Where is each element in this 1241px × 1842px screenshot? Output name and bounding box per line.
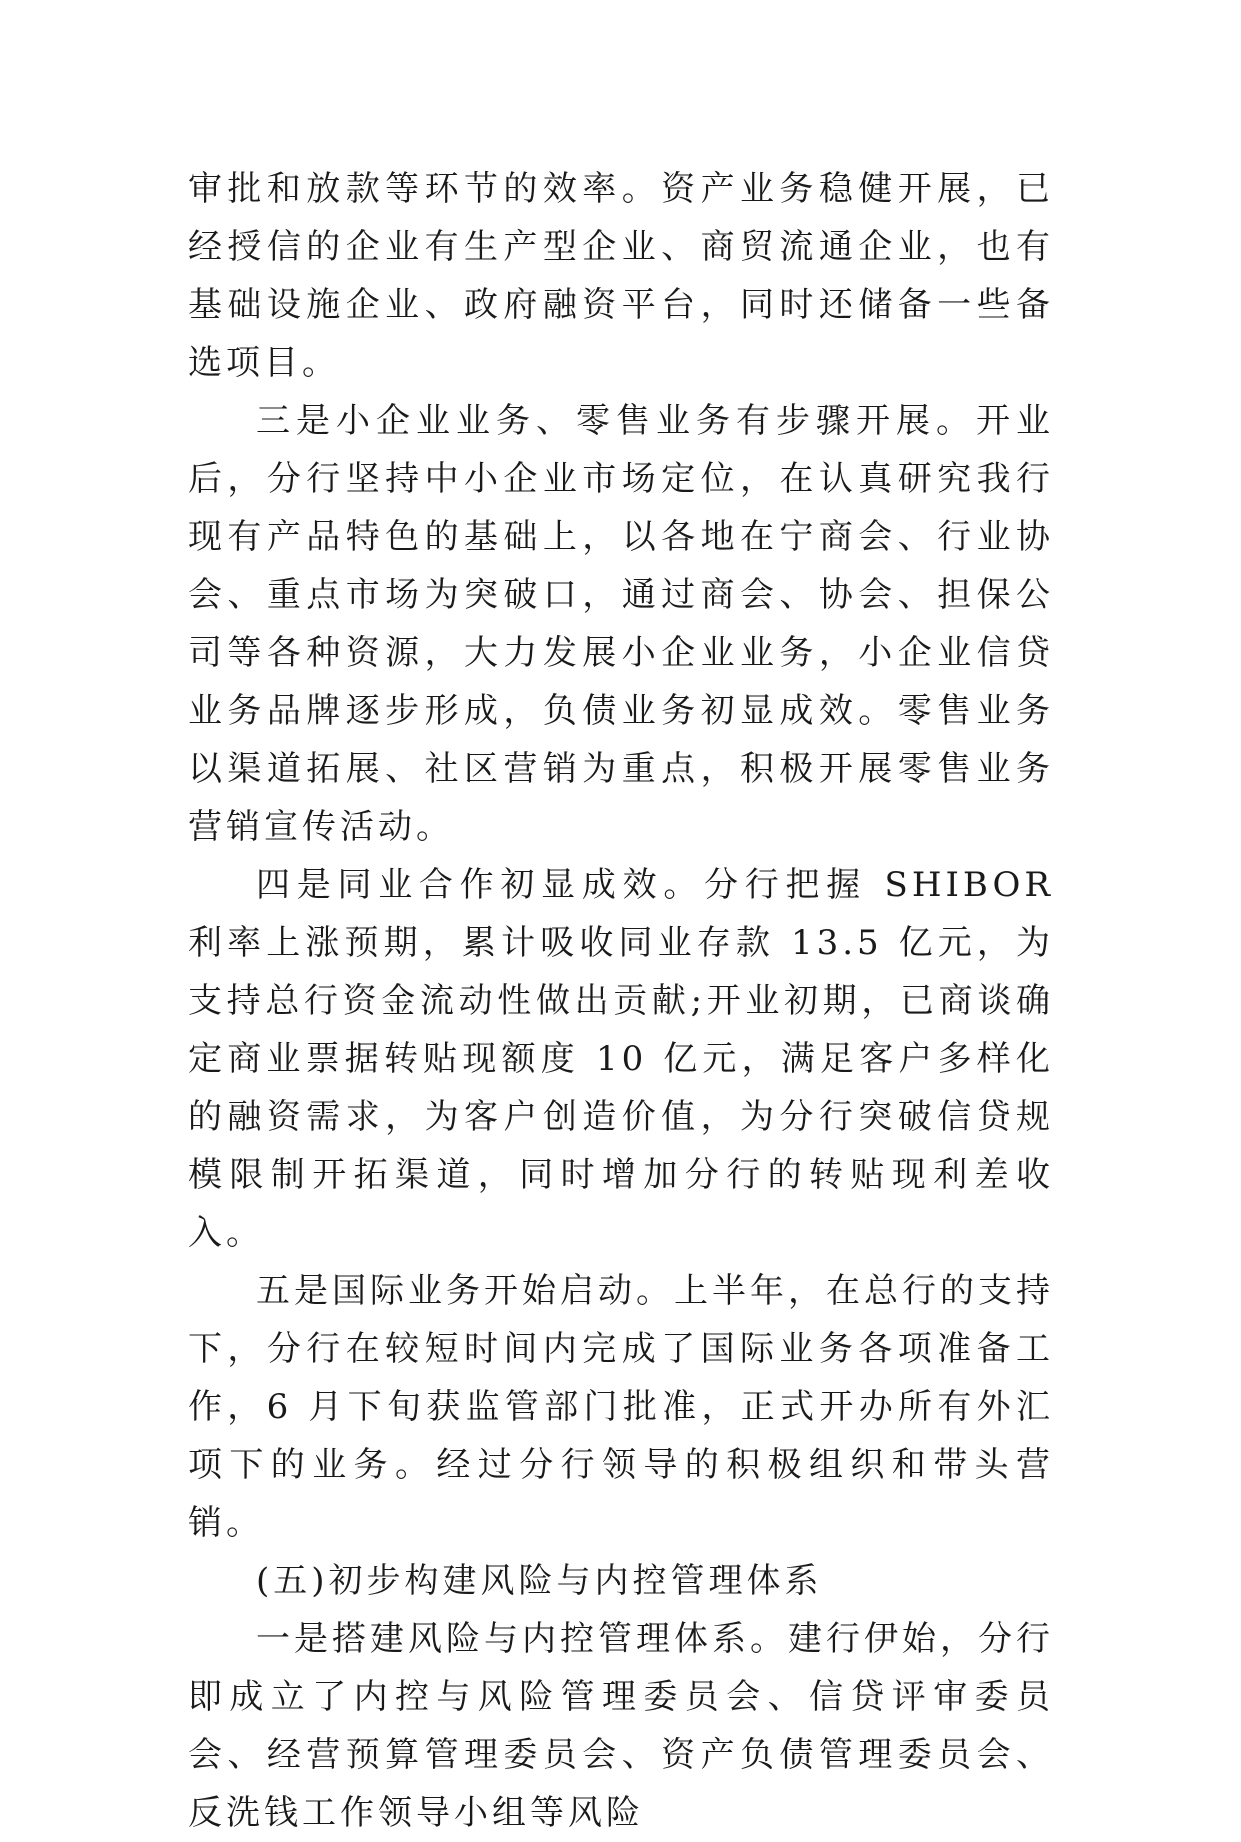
section-heading-risk-control: (五)初步构建风险与内控管理体系 — [256, 1561, 823, 1601]
document-body — [188, 160, 1054, 1842]
paragraph-small-business-retail: 三是小企业业务、零售业务有步骤开展。开业后，分行坚持中小企业市场定位，在认真研究我行现有产品特色的基础上，以各地在宁商会、行业协会、重点市场为突破口，通过商会、协会、担保公司等各种资源，大力发展小企业业务，小企业信贷业务品牌逐步形成，负债业务初显成效。零售业务以渠道拓展、社区营销为重点，积极开展零售业务营销宣传活动。 — [188, 401, 1054, 847]
paragraph-interbank-cooperation: 四是同业合作初显成效。分行把握 SHIBOR 利率上涨预期，累计吸收同业存款 13.5 亿元，为支持总行资金流动性做出贡献;开业初期，已商谈确定商业票据转贴现额度 10 亿元，满足客户多样化的融资需求，为客户创造价值，为分行突破信贷规模限制开拓渠道，同时增加分行的转贴现利差收入。 — [188, 865, 1054, 1253]
paragraph-international-business: 五是国际业务开始启动。上半年，在总行的支持下，分行在较短时间内完成了国际业务各项准备工作，6 月下旬获监管部门批准，正式开办所有外汇项下的业务。经过分行领导的积极组织和带头营销。 — [188, 1271, 1054, 1543]
paragraph-risk-control-system: 一是搭建风险与内控管理体系。建行伊始，分行即成立了内控与风险管理委员会、信贷评审委员会、经营预算管理委员会、资产负债管理委员会、反洗钱工作领导小组等风险 — [188, 1619, 1054, 1833]
paragraph-approval-efficiency: 审批和放款等环节的效率。资产业务稳健开展，已经授信的企业有生产型企业、商贸流通企业，也有基础设施企业、政府融资平台，同时还储备一些备选项目。 — [188, 169, 1054, 383]
